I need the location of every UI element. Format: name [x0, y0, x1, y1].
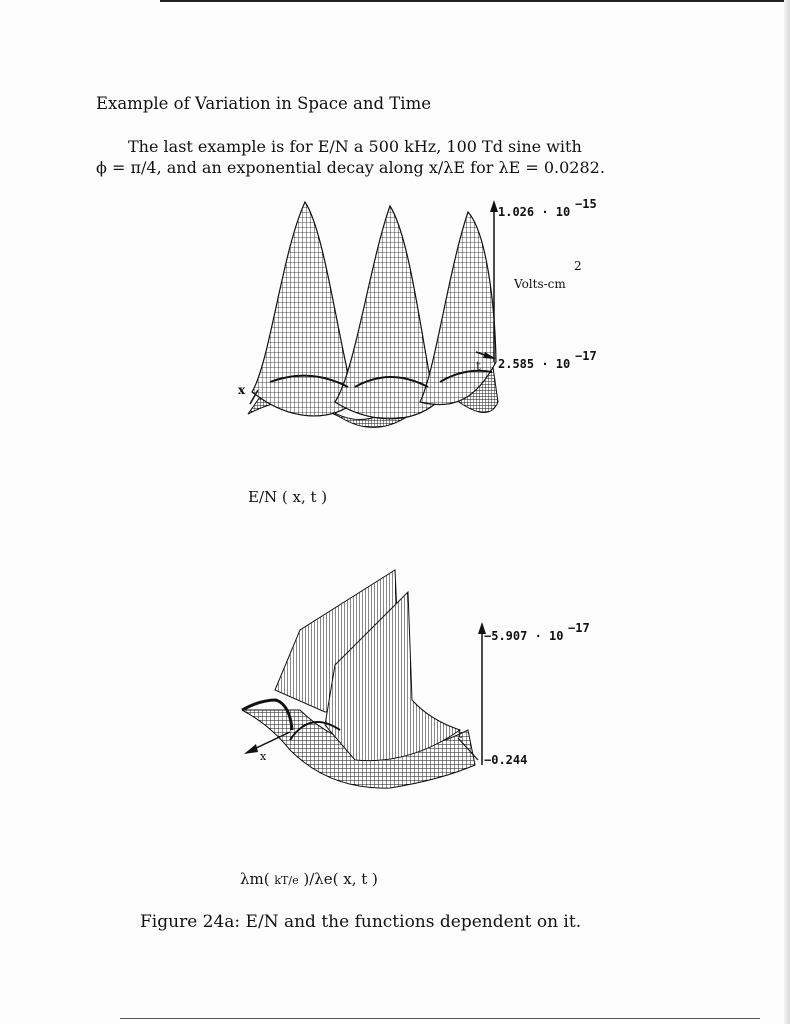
- paragraph-line-1: The last example is for E/N a 500 kHz, 100 Td sine with: [128, 137, 582, 156]
- bottom-title-pre: λm(: [240, 870, 275, 888]
- max-value-label: −5.907 · 10: [484, 629, 564, 643]
- top-figure-title: E/N ( x, t ): [248, 488, 328, 506]
- max-value-label: 1.026 · 10: [498, 205, 571, 219]
- paragraph-line-2: ϕ = π/4, and an exponential decay along x/λE for λE = 0.0282.: [96, 158, 605, 177]
- min-value-label: 2.585 · 10: [498, 357, 571, 371]
- unit-exponent: 2: [574, 259, 582, 273]
- min-value-exponent: −17: [575, 349, 597, 363]
- surface-peak-3: [420, 212, 496, 405]
- scan-bottom-edge: [120, 1018, 760, 1019]
- max-value-exponent: −17: [568, 621, 590, 635]
- scan-right-edge: [784, 0, 790, 1024]
- t-axis-label: t: [458, 728, 463, 741]
- unit-label: Volts-cm: [514, 277, 566, 291]
- bottom-title-post: )/λe( x, t ): [298, 870, 378, 888]
- section-heading: Example of Variation in Space and Time: [96, 94, 431, 113]
- min-value-label: −0.244: [484, 753, 528, 767]
- t-axis-label: t: [476, 359, 481, 373]
- bottom-title-small: kT/e: [274, 874, 299, 887]
- intro-paragraph: [96, 136, 656, 178]
- en-surface-plot: [230, 192, 610, 452]
- lambda-surface-plot: [230, 560, 620, 810]
- bottom-figure-title: [240, 870, 378, 888]
- x-axis-label: x: [238, 383, 246, 397]
- figure-caption: Figure 24a: E/N and the functions dependent on it.: [140, 912, 582, 932]
- value-axis-arrow: [490, 200, 498, 212]
- surface-peak-2: [335, 206, 435, 419]
- scan-top-edge: [160, 0, 790, 2]
- max-value-exponent: −15: [575, 197, 597, 211]
- x-axis-label: x: [260, 750, 267, 763]
